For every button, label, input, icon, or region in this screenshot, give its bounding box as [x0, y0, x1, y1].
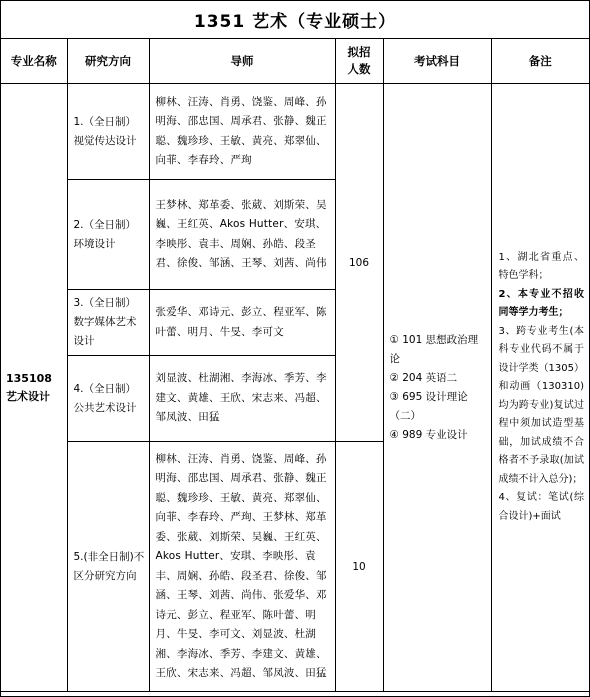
exam-subject: ② 204 英语二 [389, 371, 458, 384]
header-quota [335, 39, 383, 84]
tutors-cell: 柳林、汪涛、肖勇、饶鉴、周峰、孙明海、邵忠国、周承君、张静、魏正聪、魏珍珍、王敏、黄亮、郑翠仙、向菲、李春玲、严珣 [149, 84, 335, 180]
note-item: 1、湖北省重点、特色学科； [498, 251, 584, 282]
exam-subject: ③ 695 设计理论（二） [389, 390, 468, 422]
tutors-cell: 王梦林、郑革委、张葳、刘斯荣、吴巍、王红英、Akos Hutter、安琪、李映彤、袁丰、周娴、孙皓、段圣君、徐俊、邹涵、王琴、刘茜、尚伟 [149, 180, 335, 290]
header-row [1, 39, 589, 84]
direction-cell: 2.（全日制）环境设计 [67, 180, 149, 290]
header-direction: 研究方向 [67, 39, 149, 84]
major-name: 艺术设计 [6, 389, 50, 403]
header-quota-line2: 人数 [347, 62, 371, 76]
header-quota-line1: 拟招 [347, 45, 371, 59]
tutors-cell: 刘显波、杜湖湘、李海冰、季芳、李建文、黄雄、王欣、宋志来、冯超、邹凤波、田猛 [149, 356, 335, 442]
quota-fulltime: 106 [335, 84, 383, 442]
major-cell [1, 84, 67, 692]
tutors-cell: 张爱华、邓诗元、彭立、程亚军、陈叶蕾、明月、牛旻、李可文 [149, 290, 335, 356]
direction-cell: 4.（全日制）公共艺术设计 [67, 356, 149, 442]
tutors-cell: 柳林、汪涛、肖勇、饶鉴、周峰、孙明海、邵忠国、周承君、张静、魏正聪、魏珍珍、王敏、黄亮、郑翠仙、向菲、李春玲、严珣、王梦林、郑革委、张葳、刘斯荣、吴巍、王红英、Akos Hutter、安琪、李映彤、袁丰、周娴、孙皓、段圣君、徐俊、邹涵、王琴、刘茜、尚伟、张爱华、邓诗元、彭立、程亚军、陈叶蕾、明月、牛旻、李可文、刘显波、杜湖湘、李海冰、季芳、李建文、黄雄、王欣、宋志来、冯超、邹凤波、田猛 [149, 442, 335, 692]
note-item: 3、跨专业考生(本科专业代码不属于设计学类（1305）和动画（130310)均为跨专业)复试过程中须加试造型基础，加试成绩不合格者不予录取(加试成绩不计入总分)； [498, 325, 584, 485]
table-title: 1351 艺术（专业硕士） [1, 1, 589, 39]
notes-cell [491, 84, 589, 692]
header-tutors: 导师 [149, 39, 335, 84]
header-notes: 备注 [491, 39, 589, 84]
program-table [1, 39, 589, 692]
note-item: 2、本专业不招收同等学力考生； [498, 288, 584, 319]
note-item: 4、复试：笔试(综合设计)+面试 [498, 492, 584, 522]
exam-subject: ④ 989 专业设计 [389, 428, 468, 441]
header-exam: 考试科目 [383, 39, 491, 84]
major-code: 135108 [6, 371, 52, 385]
direction-cell: 5.(非全日制)不区分研究方向 [67, 442, 149, 692]
direction-cell: 3.（全日制）数字媒体艺术设计 [67, 290, 149, 356]
exam-subject: ① 101 思想政治理论 [389, 333, 479, 365]
exam-subjects-cell [383, 84, 491, 692]
direction-cell: 1.（全日制）视觉传达设计 [67, 84, 149, 180]
table-row [1, 84, 589, 180]
quota-parttime: 10 [335, 442, 383, 692]
header-major: 专业名称 [1, 39, 67, 84]
